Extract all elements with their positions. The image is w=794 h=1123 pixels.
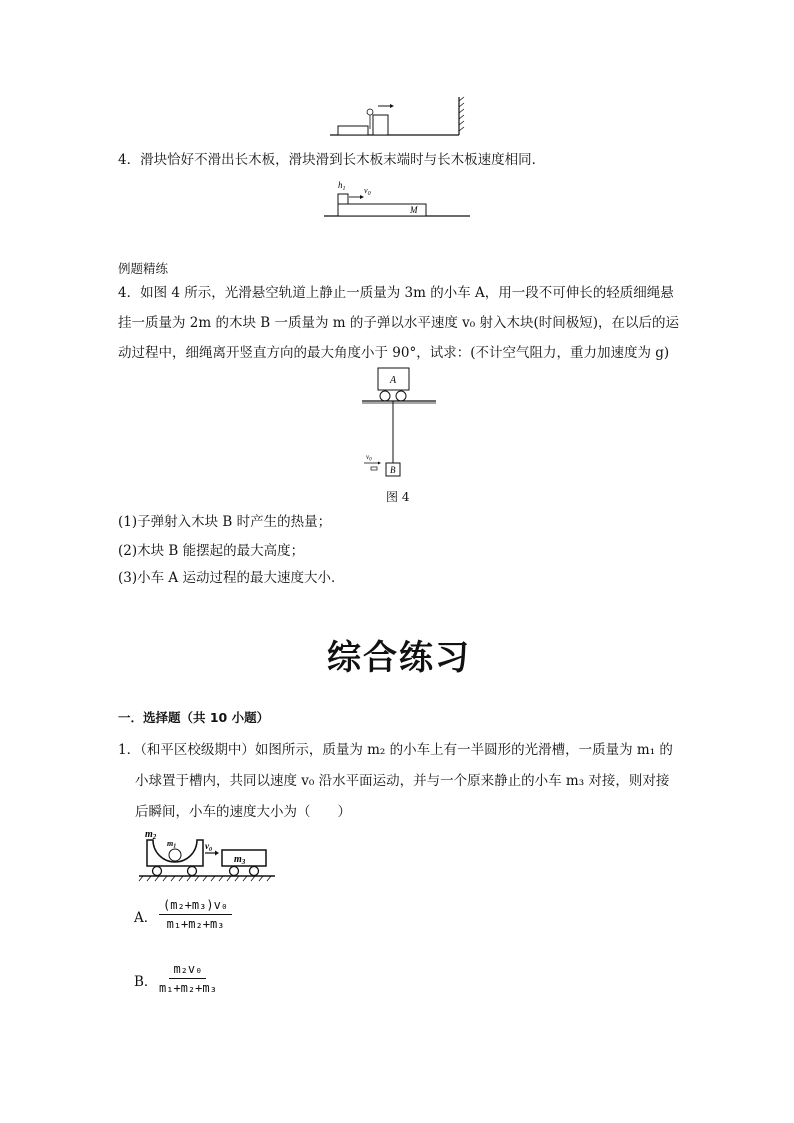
q1-figure <box>137 828 287 883</box>
question-1: (1)子弹射入木块 B 时产生的热量； <box>118 514 332 530</box>
q1-line3: 后瞬间，小车的速度大小为（ ） <box>135 804 351 820</box>
v0-label: $v_0$ <box>205 841 212 853</box>
q1-line2: 小球置于槽内，共同以速度 v₀ 沿水平面运动，并与一个原来静止的小车 m₃ 对接，则对接 <box>135 773 670 789</box>
question-2: (2)木块 B 能摆起的最大高度； <box>118 543 305 559</box>
m1-label: m1 <box>167 839 177 850</box>
slider-label: $h_1$ <box>338 180 346 192</box>
block-label: B <box>390 465 396 475</box>
option-a-letter[interactable]: A． <box>134 910 158 926</box>
m2-label: $m_2$ <box>145 829 157 841</box>
q1-line1: 1．（和平区校级期中）如图所示，质量为 m₂ 的小车上有一半圆形的光滑槽，一质量为 m₁ 的 <box>118 742 673 758</box>
example-heading: 例题精练 <box>118 261 169 276</box>
example-problem-line2: 挂一质量为 2m 的木块 B 一质量为 m 的子弹以水平速度 v₀ 射入木块(时间极短)，在以后的运 <box>118 315 680 331</box>
question-3: (3)小车 A 运动过程的最大速度大小． <box>118 570 345 586</box>
velocity-label: $v_0$ <box>364 186 371 197</box>
option-a-fraction[interactable] <box>159 898 232 931</box>
option-b-numerator: m₂v₀ <box>169 962 206 979</box>
point4-text: 4．滑块恰好不滑出长木板，滑块滑到长木板末端时与长木板速度相同． <box>118 152 546 168</box>
m3-label: $m_3$ <box>234 854 246 866</box>
wall-collision-figure <box>326 95 466 140</box>
option-b-letter[interactable]: B． <box>134 974 158 990</box>
option-b-denominator: m₁+m₂+m₃ <box>159 981 217 995</box>
board-slider-figure <box>322 178 472 220</box>
car-label: A <box>390 375 397 386</box>
practice-title: 综合练习 <box>327 638 471 678</box>
example-problem-line3: 动过程中，细绳离开竖直方向的最大角度小于 90°，试求：(不计空气阻力，重力加速度为 g) <box>118 345 670 361</box>
example-problem-line1: 4．如图 4 所示，光滑悬空轨道上静止一质量为 3m 的小车 A，用一段不可伸长的轻质细绳悬 <box>118 285 674 301</box>
velocity-v0-label: $v_0$ <box>366 453 372 463</box>
figure-4-caption: 图 4 <box>386 490 410 504</box>
option-a-denominator: m₁+m₂+m₃ <box>166 917 225 931</box>
figure-4 <box>358 368 448 483</box>
section-heading: 一．选择题（共 10 小题） <box>118 710 270 725</box>
board-label: M <box>410 205 418 215</box>
option-a-numerator: (m₂+m₃)v₀ <box>159 898 232 915</box>
option-b-fraction[interactable] <box>155 962 221 995</box>
